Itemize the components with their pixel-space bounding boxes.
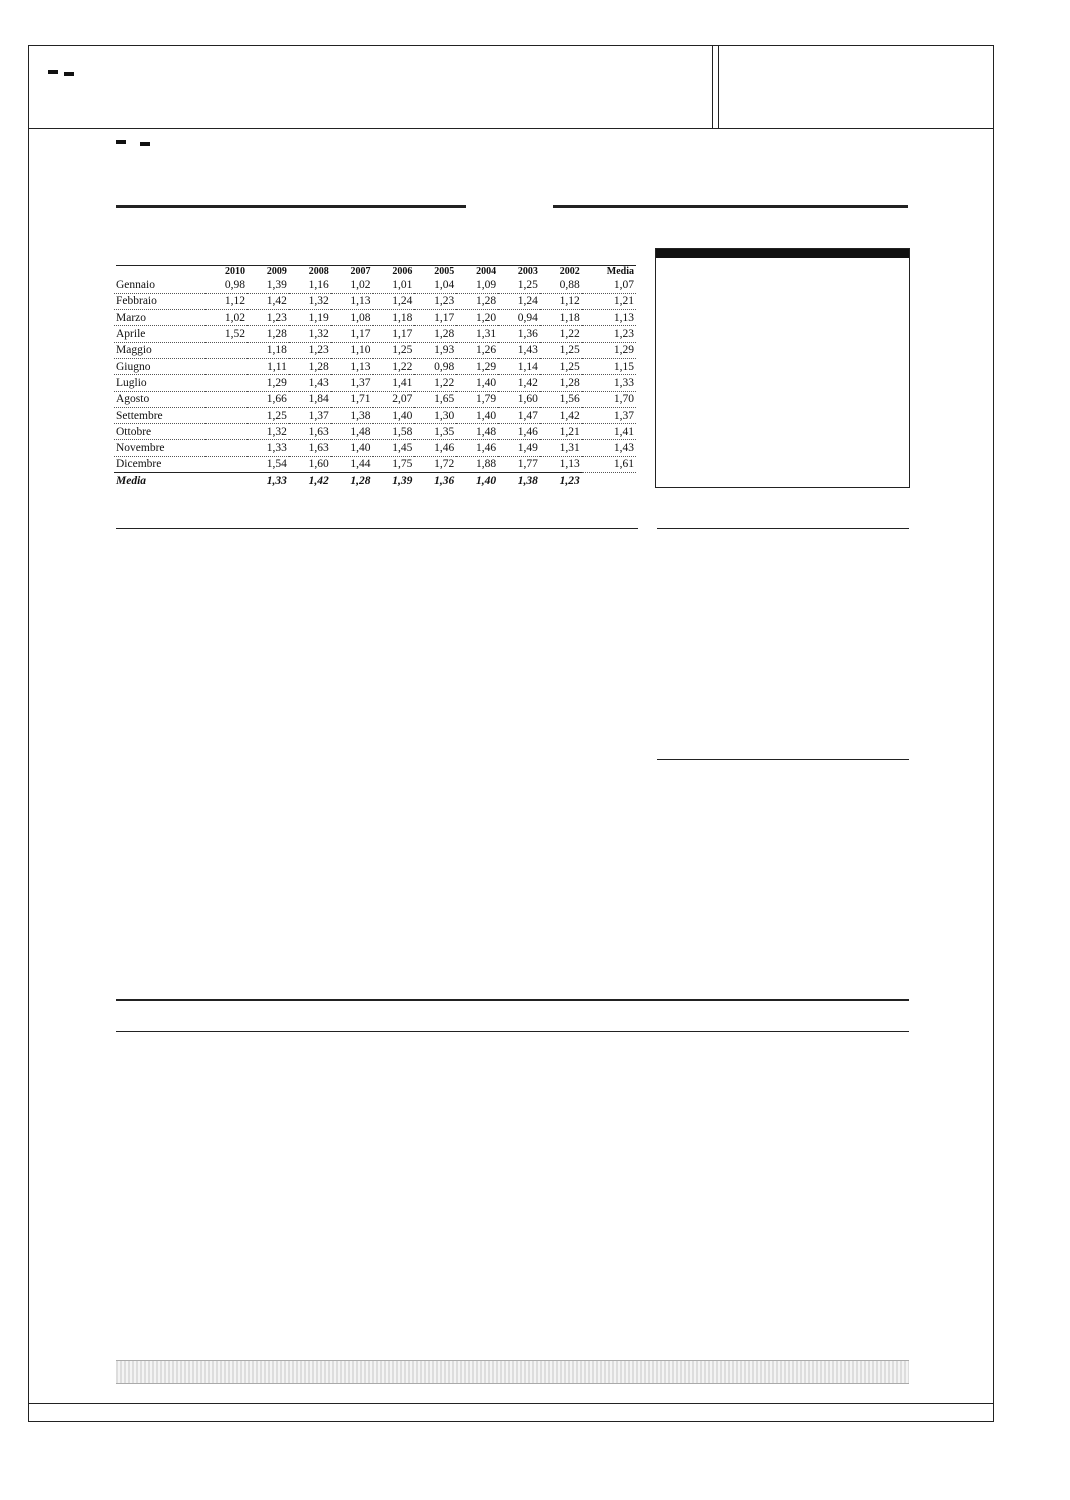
table-row xyxy=(114,456,636,472)
table-cell: 1,43 xyxy=(498,342,540,358)
chart-title xyxy=(656,249,909,258)
table-cell: 1,22 xyxy=(373,358,415,374)
table-cell: 1,22 xyxy=(414,375,456,391)
table-cell: 1,71 xyxy=(331,391,373,407)
column-header: 2009 xyxy=(266,266,287,277)
column-header: 2010 xyxy=(225,266,245,277)
confronto-rule xyxy=(116,1031,909,1032)
rapporto-chart xyxy=(655,248,910,488)
table-cell: 1,22 xyxy=(540,326,582,342)
table-cell: 1,28 xyxy=(289,358,331,374)
table-cell: 1,13 xyxy=(540,456,582,472)
table-cell: 1,02 xyxy=(205,310,247,326)
column-header: 2007 xyxy=(350,266,371,277)
table-cell: 1,15 xyxy=(582,358,636,374)
table-cell: 1,47 xyxy=(498,407,540,423)
table-cell: 1,30 xyxy=(414,407,456,423)
table-cell: 1,39 xyxy=(373,473,415,489)
table-cell xyxy=(205,440,247,456)
table-cell: 1,10 xyxy=(331,342,373,358)
table-cell: 1,13 xyxy=(331,293,373,309)
column-header: 2004 xyxy=(476,266,497,277)
column-header: 2006 xyxy=(392,266,413,277)
table-cell: 1,54 xyxy=(247,456,289,472)
table-cell: 1,33 xyxy=(247,473,289,489)
table-cell: 1,48 xyxy=(331,424,373,440)
table-row xyxy=(114,391,636,407)
row-label: Marzo xyxy=(114,310,205,326)
table-cell: 1,19 xyxy=(289,310,331,326)
table-cell: 1,66 xyxy=(247,391,289,407)
table-cell: 1,35 xyxy=(414,424,456,440)
table-row xyxy=(114,358,636,374)
table-row xyxy=(114,375,636,391)
table-cell: 1,37 xyxy=(582,407,636,423)
table-row xyxy=(114,342,636,358)
table-cell: 1,25 xyxy=(247,407,289,423)
usato-rule-right xyxy=(553,205,908,208)
table-cell: 1,37 xyxy=(289,407,331,423)
row-label: Luglio xyxy=(114,375,205,391)
table-cell: 1,28 xyxy=(247,326,289,342)
table-cell: 1,60 xyxy=(498,391,540,407)
table-cell: 1,12 xyxy=(205,293,247,309)
table-cell: 1,40 xyxy=(456,473,498,489)
table-row xyxy=(114,326,636,342)
table-cell: 1,29 xyxy=(582,342,636,358)
table-cell: 0,94 xyxy=(498,310,540,326)
row-label: Aprile xyxy=(114,326,205,342)
magazine-logo-line2 xyxy=(140,142,150,146)
table-cell: 1,63 xyxy=(289,424,331,440)
table-cell: 1,41 xyxy=(373,375,415,391)
media-row xyxy=(114,473,636,489)
table-cell: 2,07 xyxy=(373,391,415,407)
row-label: Novembre xyxy=(114,440,205,456)
row-label: Giugno xyxy=(114,358,205,374)
table-cell: 1,36 xyxy=(414,473,456,489)
table-row xyxy=(114,440,636,456)
top10-rule xyxy=(657,528,909,529)
table-cell: 1,72 xyxy=(414,456,456,472)
table-cell: 1,24 xyxy=(373,293,415,309)
table-cell: 1,13 xyxy=(331,358,373,374)
table-cell: 1,25 xyxy=(540,342,582,358)
table-cell: 1,49 xyxy=(498,440,540,456)
table-cell: 1,88 xyxy=(456,456,498,472)
table-cell: 1,23 xyxy=(289,342,331,358)
table-cell: 1,93 xyxy=(414,342,456,358)
table-cell: 1,28 xyxy=(456,293,498,309)
table-cell: 1,04 xyxy=(414,277,456,293)
row-label: Febbraio xyxy=(114,293,205,309)
table-cell: 1,45 xyxy=(373,440,415,456)
ritaglio-rule xyxy=(28,1403,994,1404)
table-cell: 1,84 xyxy=(289,391,331,407)
table-cell: 1,23 xyxy=(540,473,582,489)
table-cell: 0,98 xyxy=(205,277,247,293)
table-cell: 1,46 xyxy=(498,424,540,440)
table-cell xyxy=(205,456,247,472)
table-cell: 1,58 xyxy=(373,424,415,440)
table-cell xyxy=(205,358,247,374)
table-cell: 1,46 xyxy=(414,440,456,456)
table-cell xyxy=(205,342,247,358)
table-cell: 1,46 xyxy=(456,440,498,456)
table-cell: 1,33 xyxy=(247,440,289,456)
table-cell: 1,70 xyxy=(582,391,636,407)
table-cell: 1,12 xyxy=(540,293,582,309)
logo-line1 xyxy=(48,70,58,74)
table-cell xyxy=(205,391,247,407)
table-cell: 1,18 xyxy=(247,342,289,358)
table-row xyxy=(114,407,636,423)
table-cell: 1,32 xyxy=(247,424,289,440)
table-cell: 1,42 xyxy=(498,375,540,391)
row-label: Media xyxy=(114,473,205,489)
table-cell: 1,21 xyxy=(540,424,582,440)
table-cell: 1,63 xyxy=(289,440,331,456)
row-label: Agosto xyxy=(114,391,205,407)
table-cell: 1,31 xyxy=(456,326,498,342)
table-cell: 1,21 xyxy=(582,293,636,309)
table-cell: 1,44 xyxy=(331,456,373,472)
table-cell: 1,31 xyxy=(540,440,582,456)
table-cell: 1,40 xyxy=(456,375,498,391)
table-cell: 1,41 xyxy=(582,424,636,440)
table-cell: 1,14 xyxy=(498,358,540,374)
header-box-divider xyxy=(712,45,713,128)
table-cell: 1,09 xyxy=(456,277,498,293)
table-cell: 1,42 xyxy=(289,473,331,489)
table-cell: 1,48 xyxy=(456,424,498,440)
column-header: 2002 xyxy=(559,266,580,277)
table-cell: 1,07 xyxy=(582,277,636,293)
table-cell: 1,18 xyxy=(540,310,582,326)
table-cell: 1,17 xyxy=(373,326,415,342)
rapporto-table xyxy=(114,266,636,489)
mercato-rule xyxy=(116,528,638,529)
table-cell: 1,61 xyxy=(582,456,636,472)
table-cell: 1,79 xyxy=(456,391,498,407)
column-header: Media xyxy=(606,266,634,277)
table-cell: 1,25 xyxy=(540,358,582,374)
table-cell: 1,01 xyxy=(373,277,415,293)
row-label: Maggio xyxy=(114,342,205,358)
column-header: 2003 xyxy=(517,266,538,277)
footer-bar xyxy=(116,1360,909,1384)
column-header: 2005 xyxy=(434,266,455,277)
table-cell: 1,17 xyxy=(331,326,373,342)
table-cell: 1,42 xyxy=(540,407,582,423)
table-cell: 1,29 xyxy=(456,358,498,374)
table-cell: 0,88 xyxy=(540,277,582,293)
table-cell: 1,28 xyxy=(331,473,373,489)
table-cell: 1,29 xyxy=(247,375,289,391)
table-cell: 1,75 xyxy=(373,456,415,472)
table-cell: 1,38 xyxy=(498,473,540,489)
table-row xyxy=(114,293,636,309)
table-cell: 1,23 xyxy=(582,326,636,342)
table-cell: 1,11 xyxy=(247,358,289,374)
table-cell: 1,36 xyxy=(498,326,540,342)
table-cell: 1,33 xyxy=(582,375,636,391)
header-logo xyxy=(48,70,74,76)
table-cell: 1,52 xyxy=(205,326,247,342)
column-header: 2008 xyxy=(308,266,329,277)
table-cell: 1,28 xyxy=(540,375,582,391)
table-row xyxy=(114,310,636,326)
table-cell xyxy=(205,375,247,391)
table-cell xyxy=(205,407,247,423)
table-cell: 1,18 xyxy=(373,310,415,326)
table-cell: 1,43 xyxy=(289,375,331,391)
table-cell: 1,08 xyxy=(331,310,373,326)
table-cell: 1,77 xyxy=(498,456,540,472)
row-label: Ottobre xyxy=(114,424,205,440)
table-cell: 1,60 xyxy=(289,456,331,472)
table-cell: 1,25 xyxy=(373,342,415,358)
table-cell: 1,16 xyxy=(289,277,331,293)
row-label: Dicembre xyxy=(114,456,205,472)
table-cell: 1,17 xyxy=(414,310,456,326)
table-cell: 1,32 xyxy=(289,326,331,342)
magazine-logo-line1 xyxy=(116,140,126,144)
table-cell: 1,40 xyxy=(331,440,373,456)
table-row xyxy=(114,277,636,293)
table-cell: 1,43 xyxy=(582,440,636,456)
passaggi-rule xyxy=(657,759,909,760)
table-cell: 1,26 xyxy=(456,342,498,358)
table-row xyxy=(114,424,636,440)
chart-svg xyxy=(656,258,909,470)
table-cell: 1,37 xyxy=(331,375,373,391)
table-cell: 1,23 xyxy=(247,310,289,326)
table-cell: 1,40 xyxy=(373,407,415,423)
table-cell: 1,32 xyxy=(289,293,331,309)
table-cell: 1,23 xyxy=(414,293,456,309)
table-cell: 1,25 xyxy=(498,277,540,293)
table-cell: 1,65 xyxy=(414,391,456,407)
logo-line2 xyxy=(64,72,74,76)
table-cell: 1,24 xyxy=(498,293,540,309)
table-cell: 1,20 xyxy=(456,310,498,326)
table-cell: 1,02 xyxy=(331,277,373,293)
confronto-top-rule xyxy=(116,999,909,1001)
table-cell xyxy=(205,473,247,489)
row-label: Gennaio xyxy=(114,277,205,293)
header-box-divider-2 xyxy=(718,45,719,128)
usato-rule-left xyxy=(116,205,466,208)
header-divider xyxy=(28,128,994,129)
table-cell: 1,13 xyxy=(582,310,636,326)
table-cell: 1,56 xyxy=(540,391,582,407)
magazine-logo xyxy=(116,140,150,146)
table-cell xyxy=(205,424,247,440)
table-cell: 1,39 xyxy=(247,277,289,293)
table-cell: 1,40 xyxy=(456,407,498,423)
table-cell: 1,42 xyxy=(247,293,289,309)
table-cell: 0,98 xyxy=(414,358,456,374)
table-cell: 1,28 xyxy=(414,326,456,342)
row-label: Settembre xyxy=(114,407,205,423)
table-cell: 1,38 xyxy=(331,407,373,423)
